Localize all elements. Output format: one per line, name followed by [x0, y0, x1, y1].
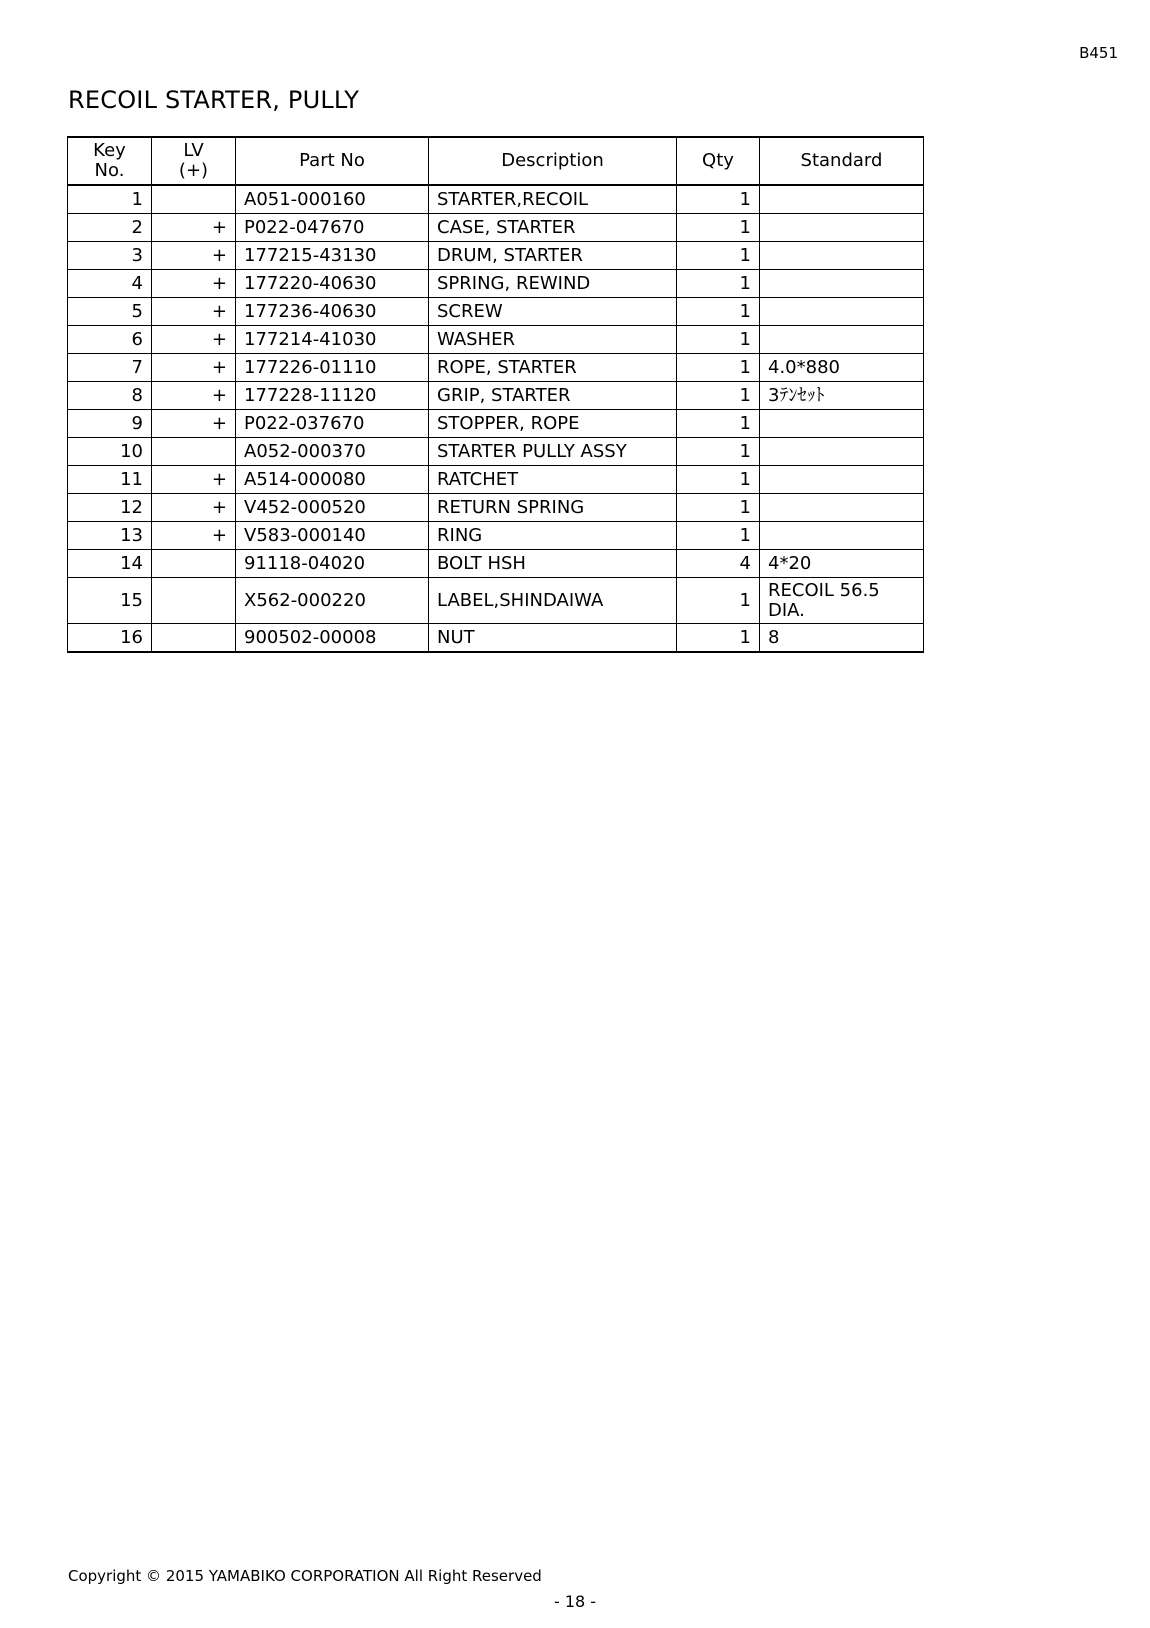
cell-qty: 1 — [677, 298, 760, 326]
cell-key: 2 — [68, 214, 152, 242]
cell-lv: + — [152, 326, 236, 354]
table-row — [68, 185, 924, 214]
cell-standard: RECOIL 56.5 DIA. — [760, 578, 924, 624]
cell-description: DRUM, STARTER — [429, 242, 677, 270]
cell-description: SCREW — [429, 298, 677, 326]
cell-standard — [760, 185, 924, 214]
table-row — [68, 438, 924, 466]
cell-part-no: 177215-43130 — [236, 242, 429, 270]
cell-standard — [760, 326, 924, 354]
column-header-lv-line2: (+) — [178, 160, 209, 181]
cell-key: 13 — [68, 522, 152, 550]
cell-part-no: 177228-11120 — [236, 382, 429, 410]
column-header-lv-line1: LV — [183, 140, 204, 161]
cell-lv — [152, 578, 236, 624]
cell-key: 15 — [68, 578, 152, 624]
cell-lv: + — [152, 522, 236, 550]
cell-description: STOPPER, ROPE — [429, 410, 677, 438]
cell-part-no: P022-047670 — [236, 214, 429, 242]
page-code: B451 — [1079, 44, 1118, 62]
column-header-standard: Standard — [760, 137, 924, 185]
table-row — [68, 242, 924, 270]
cell-standard: 8 — [760, 624, 924, 653]
cell-key: 9 — [68, 410, 152, 438]
cell-qty: 1 — [677, 326, 760, 354]
cell-lv: + — [152, 382, 236, 410]
cell-standard: 4*20 — [760, 550, 924, 578]
cell-part-no: V452-000520 — [236, 494, 429, 522]
cell-qty: 1 — [677, 242, 760, 270]
table-row — [68, 494, 924, 522]
cell-description: LABEL,SHINDAIWA — [429, 578, 677, 624]
cell-key: 6 — [68, 326, 152, 354]
cell-part-no: 177214-41030 — [236, 326, 429, 354]
cell-key: 1 — [68, 185, 152, 214]
cell-qty: 1 — [677, 214, 760, 242]
cell-standard — [760, 494, 924, 522]
cell-lv — [152, 624, 236, 653]
page-number: - 18 - — [553, 1592, 597, 1611]
cell-part-no: X562-000220 — [236, 578, 429, 624]
cell-qty: 1 — [677, 382, 760, 410]
cell-standard — [760, 466, 924, 494]
parts-table — [67, 136, 924, 653]
column-header-qty: Qty — [677, 137, 760, 185]
cell-lv — [152, 185, 236, 214]
cell-qty: 1 — [677, 624, 760, 653]
table-row — [68, 466, 924, 494]
cell-qty: 1 — [677, 522, 760, 550]
cell-lv: + — [152, 410, 236, 438]
cell-key: 4 — [68, 270, 152, 298]
column-header-key-line2: No. — [94, 160, 125, 181]
cell-description: SPRING, REWIND — [429, 270, 677, 298]
cell-lv: + — [152, 242, 236, 270]
cell-key: 10 — [68, 438, 152, 466]
cell-standard — [760, 410, 924, 438]
cell-lv: + — [152, 214, 236, 242]
cell-key: 3 — [68, 242, 152, 270]
cell-lv: + — [152, 354, 236, 382]
cell-standard — [760, 522, 924, 550]
cell-part-no: 177220-40630 — [236, 270, 429, 298]
cell-qty: 1 — [677, 270, 760, 298]
table-row — [68, 214, 924, 242]
column-header-key-no — [68, 137, 152, 185]
cell-key: 12 — [68, 494, 152, 522]
column-header-key-line1: Key — [93, 140, 126, 161]
table-row — [68, 354, 924, 382]
cell-key: 11 — [68, 466, 152, 494]
cell-part-no: V583-000140 — [236, 522, 429, 550]
cell-key: 7 — [68, 354, 152, 382]
cell-standard: 4.0*880 — [760, 354, 924, 382]
cell-qty: 1 — [677, 410, 760, 438]
cell-qty: 4 — [677, 550, 760, 578]
cell-lv: + — [152, 466, 236, 494]
table-header-row — [68, 137, 924, 185]
cell-qty: 1 — [677, 354, 760, 382]
cell-qty: 1 — [677, 438, 760, 466]
copyright-notice: Copyright © 2015 YAMABIKO CORPORATION All Right Reserved — [68, 1567, 542, 1585]
table-row — [68, 298, 924, 326]
cell-key: 5 — [68, 298, 152, 326]
cell-description: NUT — [429, 624, 677, 653]
table-row — [68, 270, 924, 298]
cell-part-no: 177226-01110 — [236, 354, 429, 382]
cell-description: STARTER PULLY ASSY — [429, 438, 677, 466]
cell-lv: + — [152, 270, 236, 298]
table-row — [68, 550, 924, 578]
cell-description: RING — [429, 522, 677, 550]
table-row — [68, 578, 924, 624]
cell-lv: + — [152, 494, 236, 522]
cell-description: STARTER,RECOIL — [429, 185, 677, 214]
cell-standard — [760, 438, 924, 466]
cell-lv: + — [152, 298, 236, 326]
cell-part-no: 177236-40630 — [236, 298, 429, 326]
cell-standard — [760, 214, 924, 242]
cell-part-no: A051-000160 — [236, 185, 429, 214]
cell-qty: 1 — [677, 494, 760, 522]
cell-standard — [760, 298, 924, 326]
table-row — [68, 624, 924, 653]
cell-part-no: A052-000370 — [236, 438, 429, 466]
page-title: RECOIL STARTER, PULLY — [68, 86, 360, 114]
column-header-description: Description — [429, 137, 677, 185]
cell-description: GRIP, STARTER — [429, 382, 677, 410]
table-row — [68, 522, 924, 550]
cell-standard — [760, 242, 924, 270]
cell-part-no: A514-000080 — [236, 466, 429, 494]
cell-standard: 3ﾃﾝｾｯﾄ — [760, 382, 924, 410]
column-header-lv — [152, 137, 236, 185]
cell-description: CASE, STARTER — [429, 214, 677, 242]
cell-qty: 1 — [677, 466, 760, 494]
cell-description: BOLT HSH — [429, 550, 677, 578]
cell-key: 8 — [68, 382, 152, 410]
table-row — [68, 326, 924, 354]
cell-qty: 1 — [677, 185, 760, 214]
cell-part-no: 91118-04020 — [236, 550, 429, 578]
cell-description: RATCHET — [429, 466, 677, 494]
cell-key: 14 — [68, 550, 152, 578]
cell-key: 16 — [68, 624, 152, 653]
cell-lv — [152, 438, 236, 466]
table-row — [68, 382, 924, 410]
cell-qty: 1 — [677, 578, 760, 624]
cell-standard — [760, 270, 924, 298]
table-row — [68, 410, 924, 438]
cell-lv — [152, 550, 236, 578]
cell-description: RETURN SPRING — [429, 494, 677, 522]
cell-part-no: P022-037670 — [236, 410, 429, 438]
column-header-part-no: Part No — [236, 137, 429, 185]
cell-description: WASHER — [429, 326, 677, 354]
cell-description: ROPE, STARTER — [429, 354, 677, 382]
cell-part-no: 900502-00008 — [236, 624, 429, 653]
